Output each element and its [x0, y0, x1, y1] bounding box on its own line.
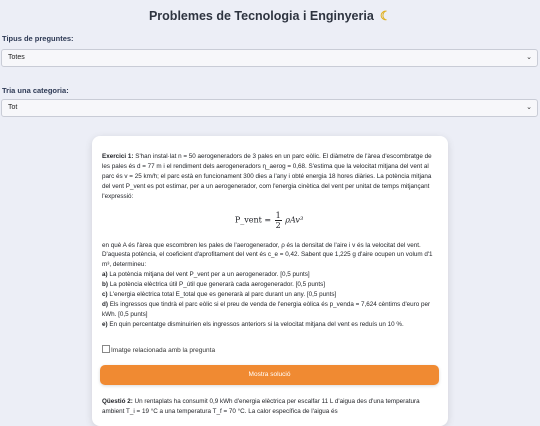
part-text: En quin percentatge disminuirien els ingressos anteriors si la velocitat mitjana del vent es reduís un 10 %. [109, 320, 404, 328]
moon-icon[interactable]: ☾ [379, 9, 392, 23]
question-2 [102, 391, 436, 423]
exercise-1 [102, 152, 436, 330]
category-label: Tria una categoria: [2, 86, 69, 95]
part-e [102, 320, 436, 330]
formula-lhs: P_vent = [234, 215, 272, 225]
broken-image-icon [102, 345, 110, 353]
part-text: La potència mitjana del vent P_vent per a un aerogenerador. [0,5 punts] [109, 271, 310, 279]
exercise-1-intro-text: S'han instal·lat n = 50 aerogeneradors de 3 pales en un parc eòlic. El diàmetre de l'àrea d'escombratge de les pales és d = 77 m i el rendiment dels aerogeneradors η_aerog = 0,68. S'estima que la velocitat mitjana del vent al parc és v = 25 km/h; el parc està en funcionament 300 dies a l'any i obté energia 18 hores diàries. La potència mitjana del vent P_vent es pot estimar, per a un aerogenerador, com l'energia cinètica del vent per unitat de temps mitjançant l'expressió: [102, 153, 432, 200]
part-text: La potència elèctrica útil P_útil que generarà cada aerogenerador. [0,5 punts] [109, 281, 325, 289]
question-image [102, 345, 215, 354]
exercise-1-heading: Exercici 1: [102, 153, 134, 160]
category-select[interactable] [1, 99, 538, 117]
part-letter: c) [102, 291, 108, 299]
question-type-select[interactable] [1, 49, 538, 67]
question-2-heading: Qüestió 2: [102, 398, 133, 406]
formula-fraction [275, 211, 282, 230]
question-type-label: Tipus de preguntes: [2, 34, 74, 43]
part-letter: d) [102, 300, 108, 308]
part-text: L'energia elèctrica total E_total que es generarà al parc durant un any. [0,5 punts] [109, 291, 337, 299]
question-type-value: Totes [8, 54, 25, 61]
exercise-card [92, 136, 448, 426]
chevron-down-icon: ⌄ [526, 104, 532, 111]
category-value: Tot [8, 104, 18, 111]
part-d [102, 300, 436, 320]
question-2-text: Un rentaplats ha consumit 0,9 kWh d'energia elèctrica per escalfar 11 L d'aigua des d'una temperatura ambient T_i = 19 °C a una temperatura T_f = 70 °C. La calor específica de l'aigua és [102, 398, 420, 416]
part-a [102, 270, 436, 280]
formula-denominator: 2 [275, 220, 281, 230]
part-c [102, 290, 436, 300]
formula-rhs: ρAv³ [285, 215, 304, 225]
part-text: Els ingressos que tindrà el parc eòlic si el preu de venda de l'energia eòlica és p_venda = 7,624 cèntims d'euro per kWh. [0,5 punts] [102, 300, 431, 318]
part-letter: a) [102, 271, 108, 279]
show-solution-button[interactable]: Mostra solució [100, 365, 439, 385]
exercise-1-explanation: en què A és l'àrea que escombren les pales de l'aerogenerador, ρ és la densitat de l'aire i v és la velocitat del vent. D'aquesta potència, el coeficient d'aprofitament del vent és c_e = 0,42. Sabent que 1,225 g d'aire ocupen un volum d'1 m³, determineu: [102, 241, 433, 269]
exercise-1-intro [102, 152, 436, 202]
part-b [102, 280, 436, 290]
wind-power-formula [102, 211, 436, 230]
chevron-down-icon: ⌄ [526, 54, 532, 61]
part-letter: e) [102, 320, 108, 328]
part-letter: b) [102, 281, 108, 289]
page-title-text: Problemes de Tecnologia i Enginyeria [148, 9, 374, 23]
question-image-alt: Imatge relacionada amb la pregunta [111, 347, 216, 354]
formula-numerator: 1 [275, 210, 281, 220]
page-title [0, 8, 540, 23]
